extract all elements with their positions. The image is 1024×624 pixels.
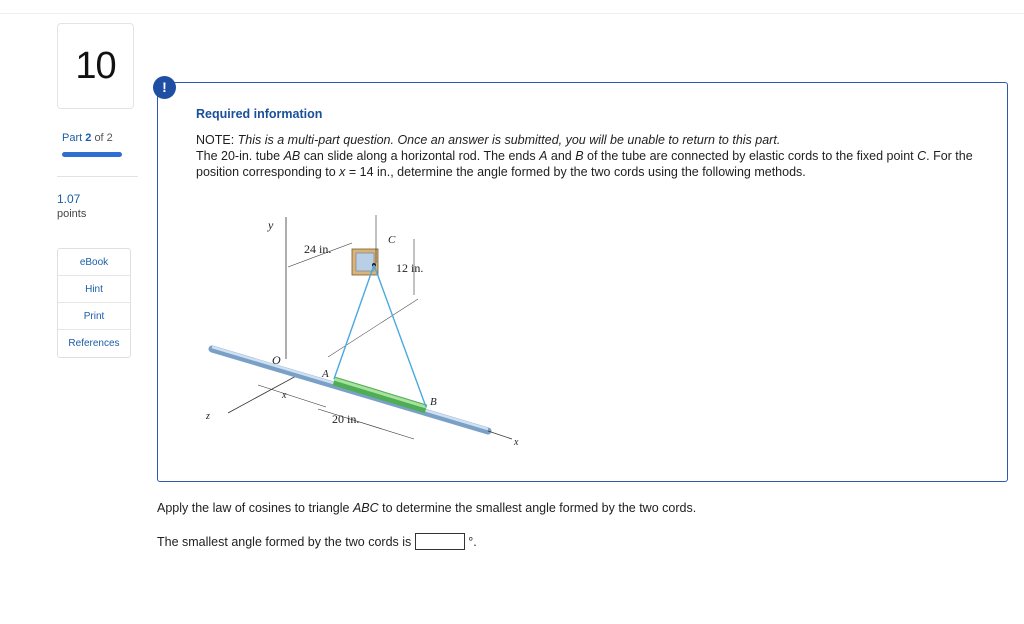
tools-panel <box>57 248 131 358</box>
hint-button[interactable]: Hint <box>58 276 130 303</box>
left-divider <box>57 176 138 177</box>
question-number-box <box>57 23 134 109</box>
sub-question-var-ABC: ABC <box>352 501 379 515</box>
body-var-x: x <box>339 165 346 179</box>
question-number: 10 <box>75 44 116 87</box>
tube-highlight <box>334 379 426 407</box>
ebook-button[interactable]: eBook <box>58 249 130 276</box>
label-20: 20 in. <box>332 412 360 426</box>
part-current: 2 <box>85 132 92 144</box>
part-progress-bar <box>62 152 122 157</box>
cord-CB <box>374 265 426 407</box>
x-axis-line <box>488 431 512 439</box>
body-var-A: A <box>539 149 548 163</box>
part-prefix: Part <box>62 132 83 144</box>
sub-question-text: to determine the smallest angle formed by the two cords. <box>378 501 697 515</box>
body-text: . For the position corresponding to <box>196 149 973 179</box>
answer-unit: °. <box>468 534 477 549</box>
sub-question <box>157 501 696 515</box>
answer-input[interactable] <box>415 533 465 550</box>
part-indicator <box>62 132 113 144</box>
body-var-B: B <box>575 149 584 163</box>
references-button[interactable]: References <box>68 338 120 349</box>
required-info-title: Required information <box>196 107 323 121</box>
body-text: = 14 in., determine the angle formed by the two cords using the following methods. <box>345 165 806 179</box>
z-axis-line <box>228 375 298 413</box>
label-x-dim: x <box>282 390 287 401</box>
part-total: of 2 <box>94 132 113 144</box>
label-z: z <box>206 411 210 422</box>
label-12: 12 in. <box>396 261 424 275</box>
dim-line-x <box>258 385 326 407</box>
bracket-face <box>356 253 374 271</box>
top-divider <box>0 13 1024 14</box>
points-label: points <box>57 208 87 220</box>
body-var-C: C <box>917 149 927 163</box>
label-24: 24 in. <box>304 242 332 256</box>
note-text: This is a multi-part question. Once an answer is submitted, you will be unable to return to this part. <box>237 133 781 147</box>
body-text: of the tube are connected by elastic cords to the fixed point <box>583 149 918 163</box>
label-y: y <box>268 218 274 232</box>
alert-icon: ! <box>153 76 176 99</box>
label-O: O <box>272 353 281 367</box>
body-var-AB: AB <box>283 149 301 163</box>
tube-cord-figure <box>198 207 538 447</box>
label-C: C <box>388 234 396 246</box>
points-value: 1.07 <box>57 192 81 206</box>
label-x-axis: x <box>514 437 519 447</box>
problem-statement <box>196 132 986 180</box>
tube-AB <box>334 381 426 409</box>
body-text: and <box>547 149 576 163</box>
label-B: B <box>430 396 437 408</box>
answer-row <box>157 533 477 550</box>
body-text: can slide along a horizontal rod. The ends <box>300 149 540 163</box>
body-text: The 20-in. tube <box>196 149 284 163</box>
sub-question-text: Apply the law of cosines to triangle <box>157 501 353 515</box>
cord-CA <box>334 265 374 379</box>
print-button[interactable]: Print <box>58 303 130 330</box>
label-A: A <box>322 368 329 380</box>
note-prefix: NOTE: <box>196 133 238 147</box>
answer-prefix: The smallest angle formed by the two cords is <box>157 534 412 549</box>
required-information-box <box>157 82 1008 482</box>
